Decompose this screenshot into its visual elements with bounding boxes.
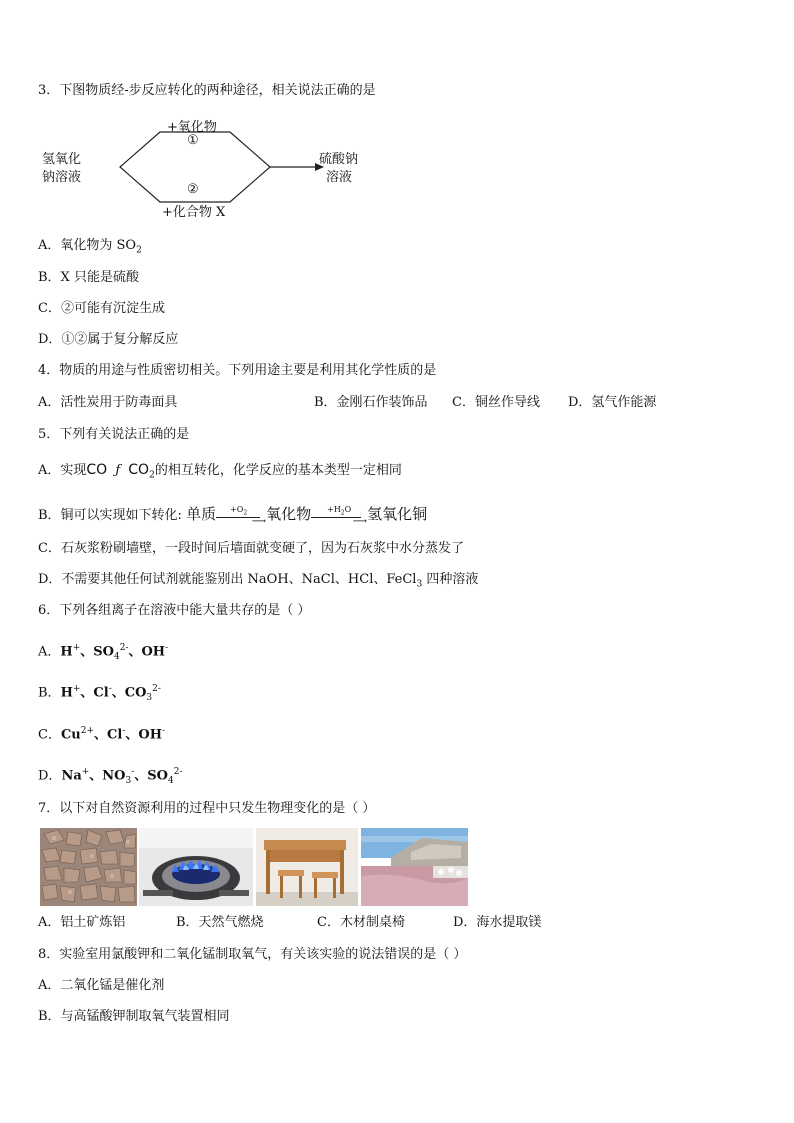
q3-diagram (30, 112, 370, 222)
diagram-bottom-label: +化合物 X (162, 205, 226, 220)
q7-option-d: D．海水提取镁 (453, 915, 542, 930)
q3-option-c: C．②可能有沉淀生成 (38, 301, 165, 316)
q6-option-a: A．H+、$SO_4^{2-}$、OH- (38, 643, 169, 662)
seawater-salt-pan-image (361, 828, 468, 906)
q8-stem: 8．实验室用氯酸钾和二氧化锰制取氧气，有关该实验的说法错误的是（ ） (38, 947, 467, 962)
q3-stem: 3．下图物质经-步反应转化的两种途径，相关说法正确的是 (38, 83, 376, 98)
q3-option-d: D．①②属于复分解反应 (38, 332, 179, 347)
q4-option-a: A．活性炭用于防毒面具 (38, 395, 178, 410)
q6-option-d: D．Na+、$NO_3^-$、$SO_4^{2-}$ (38, 767, 183, 786)
q5-stem: 5．下列有关说法正确的是 (38, 427, 190, 442)
q8-option-a: A．二氧化锰是催化剂 (38, 978, 165, 993)
q6-stem: 6．下列各组离子在溶液中能大量共存的是（ ） (38, 603, 311, 618)
q4-stem: 4．物质的用途与性质密切相关。下列用途主要是利用其化学性质的是 (38, 363, 437, 378)
diagram-right-line2: 溶液 (326, 170, 353, 185)
diagram-right-line1: 硫酸钠 (319, 152, 359, 167)
q6-option-b: B．H+、Cl-、$CO_3^{2-}$ (38, 684, 161, 703)
q6-option-c: C．$Cu^{2+}$、Cl-、OH- (38, 726, 166, 743)
diagram-top-label: +氧化物 (167, 120, 217, 135)
q4-option-d: D．氢气作能源 (568, 395, 657, 410)
diagram-left-line2: 钠溶液 (42, 170, 82, 185)
gas-stove-flame-image (139, 828, 253, 906)
q8-option-b: B．与高锰酸钾制取氧气装置相同 (38, 1009, 230, 1024)
diagram-top-num: ① (187, 133, 199, 148)
q4-option-b: B．金刚石作装饰品 (314, 395, 428, 410)
diagram-bottom-num: ② (187, 182, 199, 197)
q5-option-c: C．石灰浆粉刷墙壁，一段时间后墙面就变硬了，因为石灰浆中水分蒸发了 (38, 541, 464, 556)
arrow-o2-icon: $+O_2$ ⟶ (216, 509, 266, 523)
q3-option-a: A．氧化物为 $SO_2$ (38, 238, 142, 256)
q7-option-a: A．铝土矿炼铝 (38, 915, 126, 930)
wooden-table-chairs-image (256, 828, 358, 906)
q7-option-b: B．天然气燃烧 (176, 915, 264, 930)
bauxite-ore-image (40, 828, 137, 906)
q5-option-a: A．实现CO ƒ $CO_2$的相互转化，化学反应的基本类型一定相同 (38, 462, 402, 481)
q5-option-b: B．铜可以实现如下转化: 单质 $+O_2$ ⟶ 氧化物 $+H_2O$ ⟶ 氢氧化铜 (38, 504, 428, 527)
q5-option-d: D．不需要其他任何试剂就能鉴别出 NaOH、NaCl、HCl、FeCl$_3$ 四种溶液 (38, 572, 479, 590)
diagram-left-line1: 氢氧化 (42, 152, 82, 167)
q7-option-c: C．木材制桌椅 (317, 915, 405, 930)
arrow-h2o-icon: $+H_2O$ ⟶ (311, 509, 367, 523)
q4-option-c: C．铜丝作导线 (452, 395, 540, 410)
q3-option-b: B．X 只能是硫酸 (38, 270, 139, 285)
q7-stem: 7．以下对自然资源利用的过程中只发生物理变化的是（ ） (38, 801, 376, 816)
